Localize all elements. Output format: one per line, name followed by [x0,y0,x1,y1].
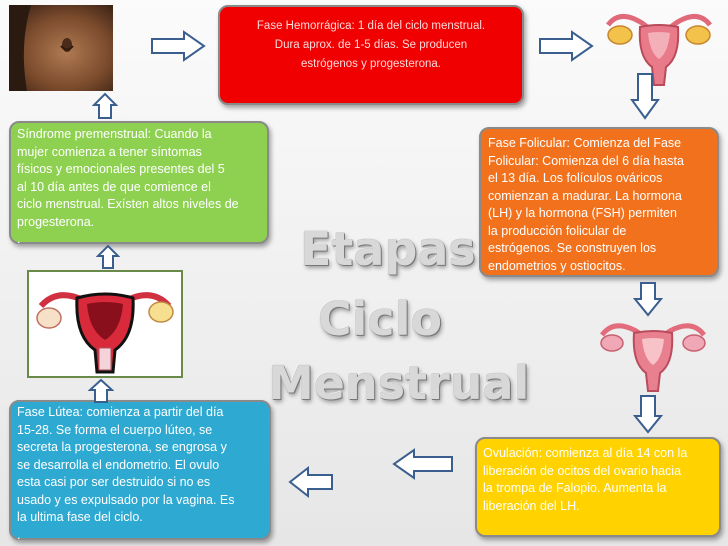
title-word-2: Ciclo [317,292,443,346]
arrow-right-icon [150,30,206,62]
arrow-down-icon [633,394,663,434]
fase-folicular-box: Fase Folicular: Comienza del Fase Folicular: Comienza del 6 día hasta el 13 día. Los folículos ováricos comienzan a madurar. La hormona (LH) y la hormona (FSH) permiten la producción folicular de estrógenos. Se construyen los endometrios y ostiocitos. [479,127,719,277]
arrow-up-icon [88,378,114,404]
arrow-up-icon [92,92,118,120]
sindrome-premenstrual-box: Síndrome premenstrual: Cuando la mujer comienza a tener síntomas físicos y emocionales presentes del 5 al 10 día antes de que comience el ciclo menstrual. Exísten altos niveles de progesterona. . [9,121,269,244]
arrow-up-icon [96,244,120,270]
arrow-left-icon [392,448,454,480]
arrow-down-icon [633,281,663,317]
title-word-3: Menstrual [268,356,530,410]
uterus-illustration-middle [596,313,710,393]
fase-hemorragica-box: Fase Hemorrágica: 1 día del ciclo menstrual. Dura aprox. de 1-5 días. Se producen estrógenos y progesterona. [218,5,524,105]
belly-photo [9,5,113,91]
fase-lutea-box: Fase Lútea: comienza a partir del día 15-28. Se forma el cuerpo lúteo, se secreta la progesterona, se engrosa y se desarrolla el endometrio. El ovulo esta casi por ser destruido si no es usado y es expulsado por la vagina. Es la ultima fase del ciclo. . [9,400,271,540]
ovulacion-box: Ovulación: comienza al día 14 con la liberación de ocitos del ovario hacia la trompa de Falopio. Aumenta la liberación del LH. [475,437,721,537]
arrow-left-icon [288,466,334,498]
arrow-right-icon [538,30,594,62]
arrow-down-icon [630,72,660,120]
uterus-cross-section [27,270,183,378]
title-word-1: Etapas [300,222,476,276]
